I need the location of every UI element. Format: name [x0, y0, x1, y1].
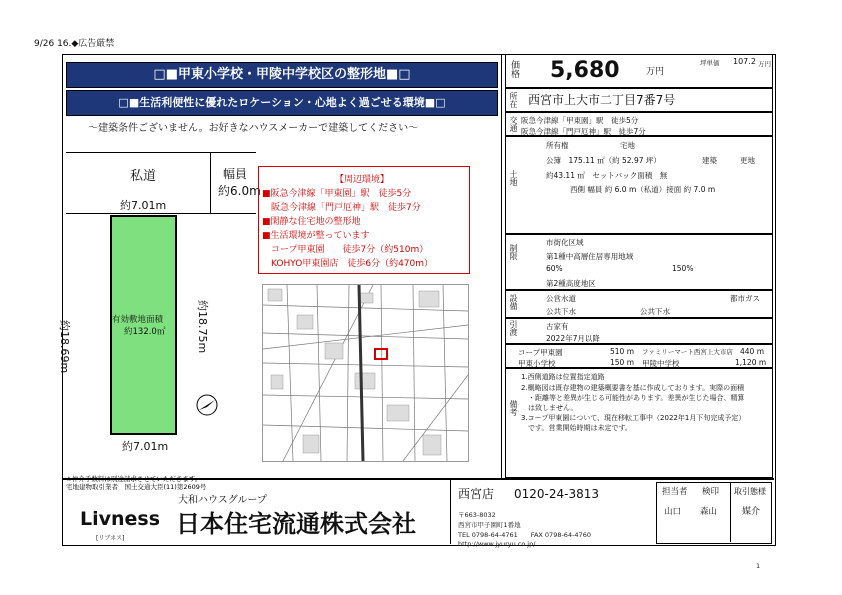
handover-status: 古家有 — [546, 322, 569, 331]
footer-vdivider — [450, 478, 451, 544]
road-width-arrow — [210, 152, 211, 213]
nearby-dist: 440 m — [740, 347, 765, 356]
surroundings-title: 【周辺環境】 — [335, 175, 390, 185]
coverage: 60% — [546, 264, 563, 273]
title-banner-2 — [66, 90, 498, 116]
tsubo-label: 坪単価 — [700, 59, 720, 67]
zoning: 第1種中高層住居専用地域 — [546, 252, 634, 261]
tsubo-unit: 万円 — [758, 60, 771, 68]
nearby-dist: 150 m — [610, 358, 635, 367]
deal-value: 媒介 — [742, 507, 761, 517]
location-label: 所在 — [509, 92, 518, 108]
sewage: 公共下水 — [546, 307, 576, 316]
lot-area-label: 有効敷地面積 — [112, 315, 164, 325]
staff-label: 担当者 — [662, 487, 688, 497]
surroundings-item: KOHYO甲東園店 徒歩6分（約470m） — [262, 259, 434, 269]
north-arrow-icon — [196, 394, 218, 416]
road-access: 西側 幅員 約 6.0 m（私道）接面 約 7.0 m — [570, 185, 716, 194]
transport-line: 阪急今津線「甲東園」駅 徒歩5分 — [521, 116, 639, 125]
road-width-label: 幅員 — [223, 167, 248, 181]
road-line-bottom — [66, 213, 256, 214]
title-banner-1 — [66, 62, 498, 88]
logo-sub: [リブネス] — [96, 535, 125, 542]
gas: 都市ガス — [730, 294, 760, 303]
lot-bottom-width: 約7.01m — [122, 440, 169, 453]
company-name: 日本住宅流通株式会社 — [176, 510, 416, 538]
remarks-line: ・距離等と差異が生じる可能性があります。差異が生じた場合、精算 — [521, 394, 745, 402]
remarks-line: 2.概略図は既存建物の建築概要書を基に作成しております。実際の面積 — [521, 384, 745, 392]
drain: 公共下水 — [640, 307, 670, 316]
surroundings-item: ■閑静な住宅地の整形地 — [262, 217, 361, 227]
land-rights: 所有権 — [546, 141, 569, 150]
far: 150% — [672, 264, 694, 273]
branch-tel-fax: TEL 0798-64-4761 FAX 0798-64-4760 — [458, 531, 591, 539]
tsubo-value: 107.2 — [733, 57, 756, 66]
branch-zip: 〒663-8032 — [458, 511, 496, 519]
city-plan: 市街化区域 — [546, 238, 584, 247]
handover-label: 引渡 — [509, 320, 518, 336]
price-label: 価格 — [509, 60, 519, 78]
facilities-label: 設備 — [509, 294, 518, 310]
fine-print-1: ★仲介手数料は別途請求させていただきます。 — [66, 475, 202, 483]
road-line-top — [66, 152, 256, 153]
nearby-name: コープ甲東園 — [518, 348, 563, 357]
subtitle: ～建築条件ございません。お好きなハウスメーカーで建築してください～ — [88, 123, 419, 134]
height-district: 第2種高度地区 — [546, 279, 596, 288]
price-unit: 万円 — [646, 67, 665, 77]
nearby-name: 甲東小学校 — [518, 359, 556, 368]
page-mark: 1 — [756, 562, 761, 570]
footer-divider — [62, 478, 774, 480]
nearby-dist: 1,120 m — [735, 358, 767, 367]
lot-right-depth: 約18.75m — [196, 300, 209, 354]
seal-label: 検印 — [702, 487, 720, 497]
building-area-label: 建築 — [702, 156, 717, 165]
branch-phone: 0120-24-3813 — [514, 487, 600, 501]
license-line: 宅地建物取引業者 国土交通大臣(11)第2609号 — [66, 483, 207, 491]
building-status: 更地 — [740, 156, 755, 165]
location-value: 西宮市上大市二丁目7番7号 — [528, 93, 676, 107]
staff-name: 山口 — [664, 507, 682, 517]
remarks-line: 1.西側道路は位置指定道路 — [521, 373, 605, 381]
lot-shape — [110, 215, 177, 435]
road-width-value: 約6.0m — [218, 184, 261, 198]
transport-label: 交通 — [509, 116, 518, 132]
transport-line: 阪急今津線「門戸厄神」駅 徒歩7分 — [521, 127, 646, 136]
remarks-label: 備考 — [509, 400, 518, 416]
remarks-line: 3.コープ甲東園について、現在移転工事中（2022年1月下旬完成予定） — [521, 414, 746, 422]
price-value: 5,680 — [550, 58, 620, 83]
nearby-dist: 510 m — [610, 347, 635, 356]
deal-label: 取引態様 — [734, 487, 766, 496]
area-map — [262, 284, 469, 462]
remarks-line: は致しません。 — [521, 404, 578, 412]
setback: 約43.11 ㎡ セットバック面積 無 — [546, 171, 668, 180]
branch-name: 西宮店 — [458, 487, 495, 501]
branch-url: http://www.jyuryu.co.jp/ — [458, 540, 536, 548]
branch-address: 西宮市甲子園町1番地 — [458, 521, 521, 529]
nearby-name: 甲陵中学校 — [642, 359, 680, 368]
water: 公営水道 — [546, 294, 576, 303]
road-label: 私道 — [130, 169, 157, 184]
title-1: □■甲東小学校・甲陵中学校区の整形地■□ — [153, 67, 411, 82]
legal-label: 制限 — [509, 244, 518, 260]
staff-name: 森山 — [700, 507, 718, 517]
surroundings-item: コープ甲東園 徒歩7分（約510m） — [262, 245, 429, 255]
lot-area-value: 約132.0㎡ — [124, 327, 166, 337]
land-area: 公簿 175.11 ㎡（約 52.97 坪） — [546, 156, 661, 165]
surroundings-item: ■生活環境が整っています — [262, 231, 370, 241]
header-note: 9/26 16.◆広告厳禁 — [34, 39, 115, 49]
logo-text: Livness — [80, 508, 161, 530]
surroundings-item: ■阪急今津線「甲東園」駅 徒歩5分 — [262, 189, 412, 199]
nearby-name: ファミリーマート西宮上大市店 — [642, 348, 733, 356]
surroundings-item: 阪急今津線「門戸厄神」駅 徒歩7分 — [262, 203, 421, 213]
staff-box-div — [730, 482, 731, 542]
land-category: 宅地 — [620, 141, 635, 150]
land-label: 土地 — [509, 170, 518, 186]
remarks-line: です。営業開始時期は未定です。 — [521, 424, 632, 432]
lot-left-depth: 約18.69m — [58, 320, 71, 374]
handover-timing: 2022年7月以降 — [546, 334, 600, 343]
title-2: □■生活利便性に優れたロケーション・心地よく過ごせる環境■□ — [118, 96, 446, 109]
lot-top-width: 約7.01m — [120, 199, 167, 212]
group-name: 大和ハウスグループ — [178, 495, 267, 506]
